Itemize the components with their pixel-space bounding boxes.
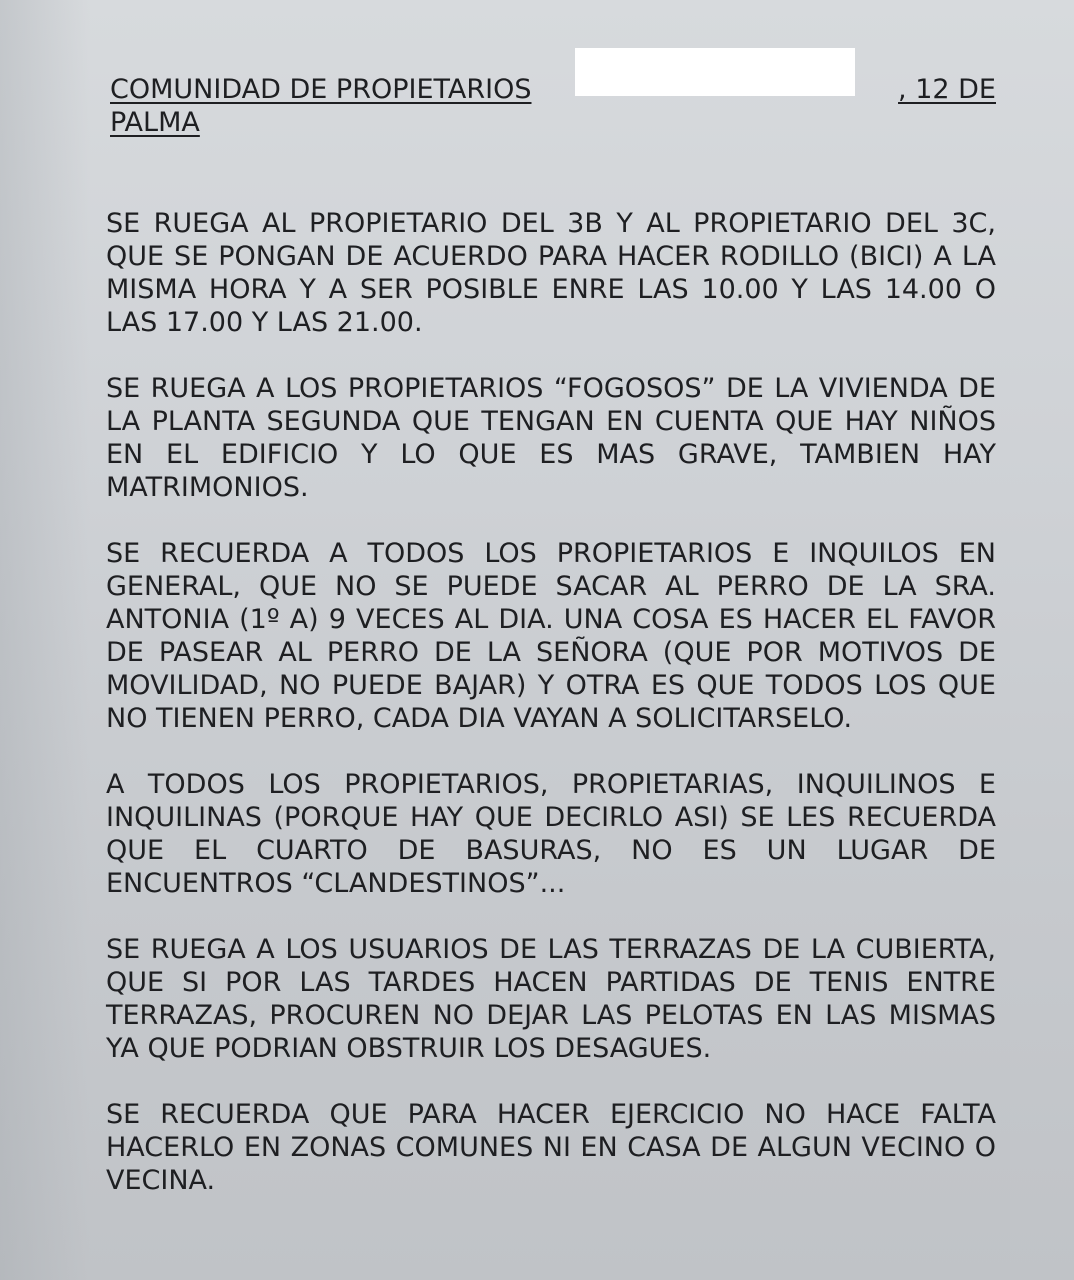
paragraph-terrazas: SE RUEGA A LOS USUARIOS DE LAS TERRAZAS DE LA CUBIERTA, QUE SI POR LAS TARDES HACEN PARTIDAS DE TENIS ENTRE TERRAZAS, PROCUREN NO DEJAR LAS PELOTAS EN LAS MISMAS YA QUE PODRIAN OBSTRUIR LOS DESAGUES.	[106, 934, 996, 1064]
page-shadow	[0, 0, 90, 1280]
paragraph-basuras: A TODOS LOS PROPIETARIOS, PROPIETARIAS, INQUILINOS E INQUILINAS (PORQUE HAY QUE DECIRLO ASI) SE LES RECUERDA QUE EL CUARTO DE BASURAS, NO ES UN LUGAR DE ENCUENTROS “CLANDESTINOS”...	[106, 769, 996, 899]
paragraph-ejercicio: SE RECUERDA QUE PARA HACER EJERCICIO NO HACE FALTA HACERLO EN ZONAS COMUNES NI EN CASA DE ALGUN VECINO O VECINA.	[106, 1099, 996, 1196]
header-line-1	[110, 50, 996, 106]
document-header	[110, 50, 996, 139]
paragraph-perro: SE RECUERDA A TODOS LOS PROPIETARIOS E INQUILOS EN GENERAL, QUE NO SE PUEDE SACAR AL PERRO DE LA SRA. ANTONIA (1º A) 9 VECES AL DIA. UNA COSA ES HACER EL FAVOR DE PASEAR AL PERRO DE LA SEÑORA (QUE POR MOTIVOS DE MOVILIDAD, NO PUEDE BAJAR) Y OTRA ES QUE TODOS LOS QUE NO TIENEN PERRO, CADA DIA VAYAN A SOLICITARSELO.	[106, 538, 996, 734]
header-line-2: PALMA	[110, 107, 200, 138]
paragraph-rodillo: SE RUEGA AL PROPIETARIO DEL 3B Y AL PROPIETARIO DEL 3C, QUE SE PONGAN DE ACUERDO PARA HACER RODILLO (BICI) A LA MISMA HORA Y A SER POSIBLE ENRE LAS 10.00 Y LAS 14.00 O LAS 17.00 Y LAS 21.00.	[106, 208, 996, 338]
header-prefix: COMUNIDAD DE PROPIETARIOS	[110, 74, 532, 105]
redaction-box	[575, 48, 855, 96]
notice-document	[106, 50, 996, 1230]
header-suffix: , 12 DE	[898, 74, 996, 105]
paragraph-fogosos: SE RUEGA A LOS PROPIETARIOS “FOGOSOS” DE LA VIVIENDA DE LA PLANTA SEGUNDA QUE TENGAN EN CUENTA QUE HAY NIÑOS EN EL EDIFICIO Y LO QUE ES MAS GRAVE, TAMBIEN HAY MATRIMONIOS.	[106, 373, 996, 503]
